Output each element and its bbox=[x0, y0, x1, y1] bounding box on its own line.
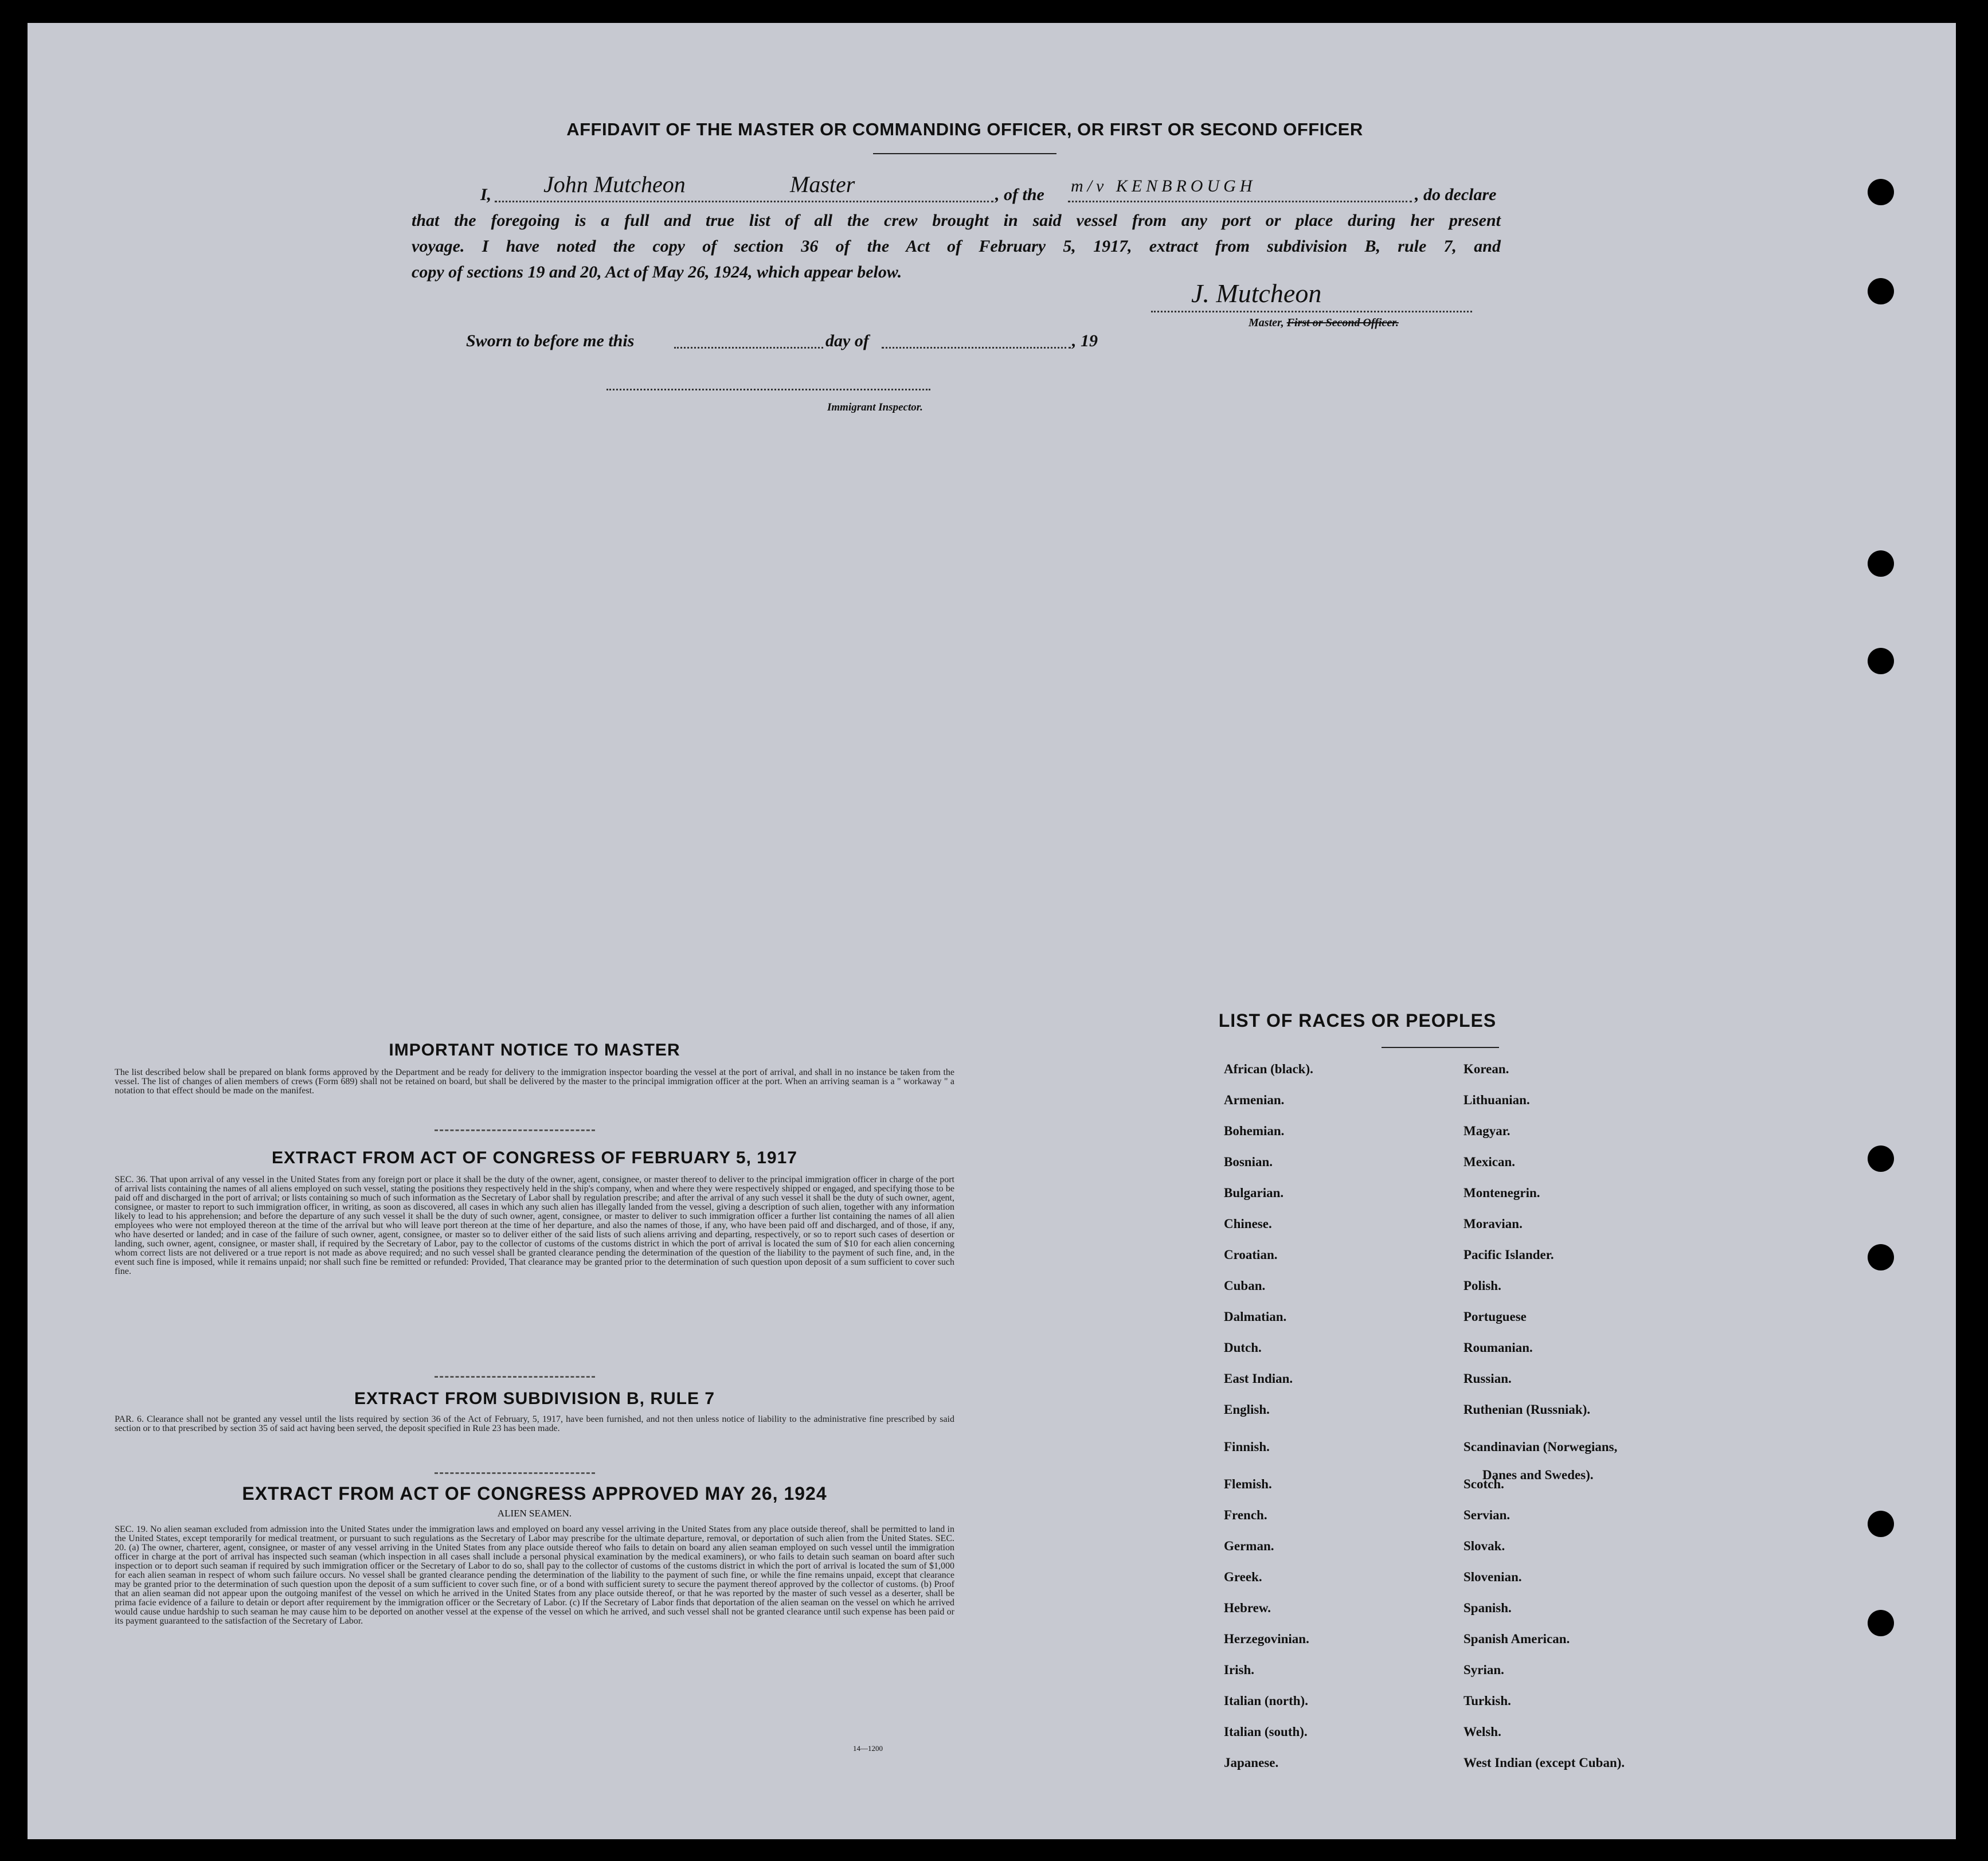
affidavit-line1-end: , do declare bbox=[1415, 185, 1497, 204]
binder-hole bbox=[1868, 550, 1894, 577]
race-item: Italian (south). bbox=[1224, 1725, 1308, 1739]
race-item: Magyar. bbox=[1463, 1124, 1510, 1138]
extract-rule7-body: PAR. 6. Clearance shall not be granted any vessel until the lists required by section 36 of the Act of February, 5, 1917, have been furnished, and not then unless notice of liability to the administrative fine prescribed by said section or to that prescribed by section 35 of said act having been served, the deposit specified in Rule 23 has been made. bbox=[115, 1414, 954, 1433]
race-item: Mexican. bbox=[1463, 1155, 1516, 1169]
sworn-day-blank bbox=[674, 347, 823, 349]
race-item: Flemish. bbox=[1224, 1477, 1272, 1491]
inspector-line bbox=[606, 389, 930, 390]
vessel-blank bbox=[1068, 201, 1412, 202]
race-item: Roumanian. bbox=[1463, 1340, 1533, 1355]
race-item: Irish. bbox=[1224, 1663, 1255, 1677]
binder-hole bbox=[1868, 278, 1894, 304]
affidavit-line2: that the foregoing is a full and true list of all the crew brought in said vessel from any port or place during her present bbox=[412, 211, 1501, 230]
affidavit-line4: copy of sections 19 and 20, Act of May 26, 1924, which appear below. bbox=[412, 263, 902, 282]
form-page bbox=[28, 23, 1956, 1839]
extract-1917-heading: EXTRACT FROM ACT OF CONGRESS OF FEBRUARY 5, 1917 bbox=[272, 1148, 797, 1167]
race-item: Scotch. bbox=[1463, 1477, 1504, 1491]
race-item: Greek. bbox=[1224, 1570, 1262, 1584]
extract-1924-heading: EXTRACT FROM ACT OF CONGRESS APPROVED MAY 26, 1924 bbox=[242, 1483, 827, 1504]
race-item: Cuban. bbox=[1224, 1279, 1266, 1293]
affidavit-line3: voyage. I have noted the copy of section 36 of the Act of February 5, 1917, extract from subdivision B, rule 7, and bbox=[412, 237, 1501, 256]
race-item: Portuguese bbox=[1463, 1309, 1527, 1324]
race-scandinavian-continuation: Danes and Swedes). bbox=[1482, 1468, 1594, 1482]
race-item: Russian. bbox=[1463, 1371, 1512, 1386]
extract-rule7-heading: EXTRACT FROM SUBDIVISION B, RULE 7 bbox=[354, 1389, 715, 1408]
race-item: Bohemian. bbox=[1224, 1124, 1285, 1138]
race-item: Slovenian. bbox=[1463, 1570, 1522, 1584]
race-item: German. bbox=[1224, 1539, 1274, 1553]
race-item: Ruthenian (Russniak). bbox=[1463, 1402, 1591, 1417]
sworn-month-blank bbox=[882, 347, 1071, 349]
race-item: Spanish. bbox=[1463, 1601, 1512, 1615]
race-item: Dutch. bbox=[1224, 1340, 1262, 1355]
binder-hole bbox=[1868, 1244, 1894, 1270]
race-item: English. bbox=[1224, 1402, 1270, 1417]
race-item: Montenegrin. bbox=[1463, 1186, 1540, 1200]
binder-hole bbox=[1868, 1145, 1894, 1172]
name-blank bbox=[495, 201, 993, 202]
signature: J. Mutcheon bbox=[1191, 279, 1322, 308]
race-item: Chinese. bbox=[1224, 1217, 1272, 1231]
race-item: Syrian. bbox=[1463, 1663, 1504, 1677]
extract-1917-rule bbox=[435, 1376, 595, 1378]
binder-hole bbox=[1868, 648, 1894, 674]
race-item: Armenian. bbox=[1224, 1093, 1285, 1107]
affidavit-line1-mid: , of the bbox=[995, 185, 1044, 204]
binder-hole bbox=[1868, 1610, 1894, 1636]
signature-caption-struck: First or Second Officer. bbox=[1286, 316, 1399, 329]
signature-caption-master: Master, bbox=[1249, 316, 1284, 329]
race-item: Scandinavian (Norwegians, bbox=[1463, 1440, 1618, 1454]
race-item: Servian. bbox=[1463, 1508, 1510, 1522]
handwritten-rank: Master bbox=[790, 171, 855, 197]
notice-rule bbox=[435, 1129, 595, 1131]
race-item: East Indian. bbox=[1224, 1371, 1293, 1386]
handwritten-name: John Mutcheon bbox=[543, 171, 686, 197]
affidavit-line1-start: I, bbox=[480, 185, 492, 204]
race-item: Croatian. bbox=[1224, 1248, 1278, 1262]
sworn-start: Sworn to before me this bbox=[466, 331, 635, 350]
signature-line bbox=[1151, 311, 1472, 312]
race-item: Polish. bbox=[1463, 1279, 1501, 1293]
race-item: Korean. bbox=[1463, 1062, 1509, 1076]
race-item: Welsh. bbox=[1463, 1725, 1501, 1739]
notice-body: The list described below shall be prepared on blank forms approved by the Department and be ready for delivery to the immigration inspector boarding the vessel at the port of arrival, and shall in no instance be taken from the vessel. The list of changes of alien members of crews (Form 689) shall not be retained on board, but shall be delivered by the master to the principal immigration officer at the port. When an arriving seaman is a " workaway " a notation to that effect should be made on the manifest. bbox=[115, 1068, 954, 1096]
race-item: Lithuanian. bbox=[1463, 1093, 1530, 1107]
race-item: Pacific Islander. bbox=[1463, 1248, 1554, 1262]
extract-1924-body: SEC. 19. No alien seaman excluded from admission into the United States under the immigration laws and employed on board any vessel arriving in the United States from any place outside thereof, shall be permitted to land in the United States, except temporarily for medical treatment, or pursuant to such regulations as the Secretary of Labor may prescribe for the ultimate departure, removal, or deportation of such alien from the United States. SEC. 20. (a) The owner, charterer, agent, consignee, or master of any vessel arriving in the United States from any place outside thereof who fails to detain on board any alien seaman employed on such vessel until the immigration officer in charge at the port of arrival has inspected such seaman (which inspection in all cases shall include a personal physical examination by the medical examiners), or who fails to detain such seaman on board after such inspection or to deport such seaman if required by such immigration officer or the Secretary of Labor to do so, shall pay to the collector of customs of the customs district in which the port of arrival is located the sum of $1,000 for each alien seaman in respect of whom such failure occurs. No vessel shall be granted clearance pending the determination of the liability to the payment of such fine, or while the fine remains unpaid, except that clearance may be granted prior to the determination of such question upon the deposit of a sum sufficient to cover such fine, or of a bond with sufficient surety to secure the payment thereof approved by the collector of customs. (b) Proof that an alien seaman did not appear upon the outgoing manifest of the vessel on which he arrived in the United States from any place outside thereof, or that he was reported by the master of such vessel as a deserter, shall be prima facie evidence of a failure to detain or deport after requirement by the immigration officer or the Secretary of Labor. (c) If the Secretary of Labor finds that deportation of the alien seaman on the vessel on which he arrived would cause undue hardship to such seaman he may cause him to be deported on another vessel at the expense of the vessel on which he arrived, and such vessel shall not be granted clearance until such expense has been paid or its payment guaranteed to the satisfaction of the Secretary of Labor. bbox=[115, 1524, 954, 1626]
race-item: Hebrew. bbox=[1224, 1601, 1271, 1615]
race-item: Japanese. bbox=[1224, 1756, 1279, 1770]
race-item: Spanish American. bbox=[1463, 1632, 1570, 1646]
race-item: Bulgarian. bbox=[1224, 1186, 1284, 1200]
race-item: Finnish. bbox=[1224, 1440, 1270, 1454]
binder-hole bbox=[1868, 179, 1894, 205]
extract-1924-subheading: ALIEN SEAMEN. bbox=[497, 1508, 572, 1519]
race-item: Herzegovinian. bbox=[1224, 1632, 1309, 1646]
handwritten-vessel: m/v KENBROUGH bbox=[1071, 177, 1257, 196]
race-item: Bosnian. bbox=[1224, 1155, 1273, 1169]
signature-caption bbox=[1249, 316, 1399, 330]
races-rule bbox=[1382, 1047, 1499, 1048]
sworn-mid: day of bbox=[825, 331, 869, 350]
race-item: French. bbox=[1224, 1508, 1267, 1522]
race-item: West Indian (except Cuban). bbox=[1463, 1756, 1625, 1770]
race-item: Slovak. bbox=[1463, 1539, 1505, 1553]
binder-hole bbox=[1868, 1511, 1894, 1537]
race-item: Turkish. bbox=[1463, 1694, 1511, 1708]
title-rule bbox=[873, 153, 1056, 154]
extract-rule7-rule bbox=[435, 1472, 595, 1474]
sworn-year: , 19 bbox=[1072, 331, 1098, 350]
affidavit-title: AFFIDAVIT OF THE MASTER OR COMMANDING OFFICER, OR FIRST OR SECOND OFFICER bbox=[566, 119, 1363, 139]
notice-heading: IMPORTANT NOTICE TO MASTER bbox=[389, 1041, 680, 1059]
race-item: Dalmatian. bbox=[1224, 1309, 1287, 1324]
extract-1917-body: SEC. 36. That upon arrival of any vessel in the United States from any foreign port or place it shall be the duty of the owner, agent, consignee, or master thereof to deliver to the principal immigration officer in charge of the port of arrival lists containing the names of all aliens employed on such vessel, stating the positions they respectively held in the ship's company, when and where they were respectively shipped or engaged, and specifying those to be paid off and discharged in the port of arrival; or lists containing so much of such information as the Secretary of Labor shall by regulation prescribe; and after the arrival of any such vessel it shall be the duty of such owner, agent, consignee, or master to report to such immigration officer, in writing, as soon as discovered, all cases in which any such alien has illegally landed from the vessel, giving a description of such alien, together with any information likely to lead to his apprehension; and before the departure of any such vessel it shall be the duty of such owner, agent, consignee, or master to deliver to such immigration officer a further list containing the names of all alien employees who were not employed thereon at the time of the arrival but who will leave port thereon at the time of her departure, and also the names of those, if any, who have been paid off and discharged, and of those, if any, who have deserted or landed; and in case of the failure of such owner, agent, consignee, or master so to deliver either of the said lists of such aliens arriving and departing, respectively, or so to report such cases of desertion or landing, such owner, agent, consignee, or master shall, if required by the Secretary of Labor, pay to the collector of customs of the customs district in which the port of arrival is located the sum of $10 for each alien concerning whom correct lists are not delivered or a true report is not made as above required; and no such vessel shall be granted clearance pending the determination of the question of the liability to the payment of such fine, and, in the event such fine is imposed, while it remains unpaid; nor shall such fine be remitted or refunded: Provided, That clearance may be granted prior to the determination of such question upon deposit of a sum sufficient to cover such fine. bbox=[115, 1175, 954, 1276]
form-number: 14—1200 bbox=[853, 1744, 883, 1753]
races-heading: LIST OF RACES OR PEOPLES bbox=[1218, 1010, 1497, 1031]
race-item: Italian (north). bbox=[1224, 1694, 1308, 1708]
race-item: Moravian. bbox=[1463, 1217, 1523, 1231]
race-item: African (black). bbox=[1224, 1062, 1313, 1076]
inspector-caption: Immigrant Inspector. bbox=[827, 401, 923, 413]
